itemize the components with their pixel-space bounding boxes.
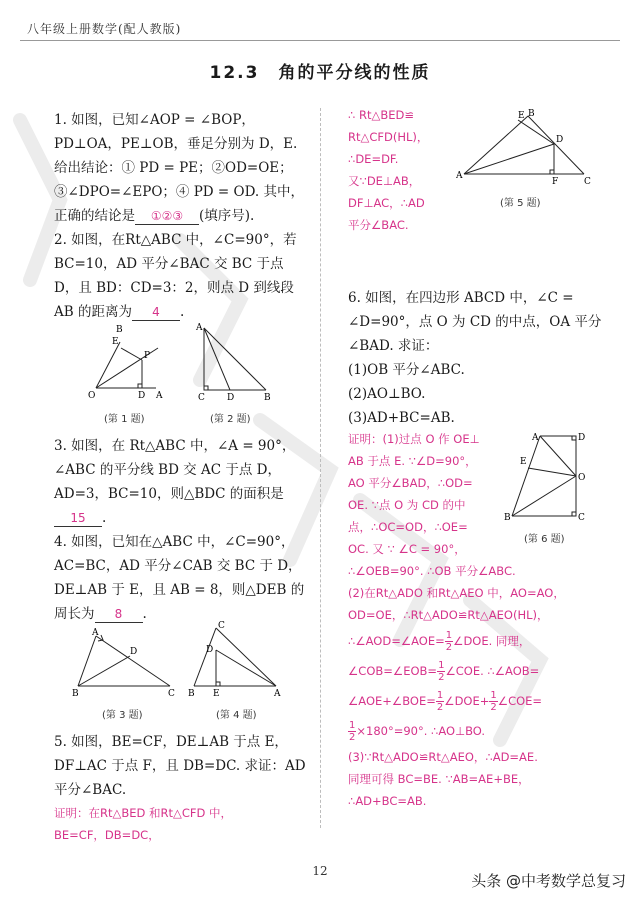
fig1-label-E: E <box>112 337 119 347</box>
fig4-label-C: C <box>218 621 225 631</box>
figure-1-caption: (第 1 题) <box>104 414 145 425</box>
source-watermark <box>471 870 626 891</box>
fig4-label-B: B <box>188 689 195 699</box>
half-fraction <box>436 690 444 713</box>
question-2-suffix: . <box>179 304 185 320</box>
figure-2 <box>194 322 274 402</box>
half-fraction <box>489 690 497 713</box>
fig3-label-C: C <box>168 689 175 699</box>
half-den: 2 <box>490 702 497 713</box>
figure-1 <box>86 320 166 400</box>
q6-proof-side-6: OC. 又 ∵ ∠C = 90°， <box>348 542 466 556</box>
fig2-label-D: D <box>227 393 235 402</box>
figure-6-caption: (第 6 题) <box>524 534 565 545</box>
question-2 <box>54 228 310 324</box>
q6-item-2: (2)AO⊥BO. <box>348 386 426 402</box>
half-fraction <box>445 630 453 653</box>
q6-proof-end-3: ∴AD+BC=AB. <box>348 794 427 808</box>
question-4-suffix: . <box>142 606 147 622</box>
left-column-bottom <box>54 730 310 846</box>
question-3-answer: 15 <box>54 510 102 527</box>
fig5-label-D: D <box>556 135 564 145</box>
q6-frac-line-3-post: ∠COE= <box>497 694 543 708</box>
q6-proof-side-2: AB 于点 E. ∵∠D=90°， <box>348 454 477 468</box>
q6-proof-side-4: OE. ∵点 O 为 CD 的中 <box>348 498 466 512</box>
half-num: 1 <box>436 690 444 701</box>
question-6: 6. 如图，在四边形 ABCD 中，∠C = ∠D=90°，点 O 为 CD 的中点，OA 平分∠BAD. 求证： <box>348 290 602 354</box>
half-den: 2 <box>438 672 445 683</box>
question-1-suffix: (填序号). <box>199 208 255 224</box>
question-4 <box>54 530 310 626</box>
fig5-label-F: F <box>552 177 559 187</box>
q6-proof-end-2: 同理可得 BC=BE. ∵AB=AE+BE， <box>348 772 530 786</box>
figure-5-caption: (第 5 题) <box>500 198 541 209</box>
half-num: 1 <box>438 660 445 671</box>
half-num: 1 <box>490 690 497 701</box>
q6-proof-full <box>348 560 610 812</box>
figure-4-caption: (第 4 题) <box>216 710 257 721</box>
fig6-label-C: C <box>578 513 585 522</box>
q6-frac-line-1 <box>348 626 610 656</box>
q6-proof-side-1: 证明：(1)过点 O 作 OE⊥ <box>348 432 480 446</box>
right-column-q6 <box>348 286 610 430</box>
q5-proof-line-2: BE=CF，DB=DC， <box>54 828 160 842</box>
question-3-suffix: . <box>102 510 107 526</box>
fig2-label-B: B <box>264 393 271 402</box>
q6-frac-line-3 <box>348 686 610 716</box>
q6-item-1: (1)OB 平分∠ABC. <box>348 362 465 378</box>
fig1-label-D: D <box>138 391 146 400</box>
figure-5 <box>456 108 592 188</box>
half-num: 1 <box>349 720 356 731</box>
fig1-label-P: P <box>144 351 151 361</box>
q6-proof-side-3: AO 平分∠BAD，∴OD= <box>348 476 473 490</box>
half-den: 2 <box>436 702 444 713</box>
figure-2-caption: (第 2 题) <box>210 414 251 425</box>
fig3-label-A: A <box>92 628 99 638</box>
source-watermark-text: 头条 @中考数学总复习 <box>471 872 626 890</box>
fig1-label-B: B <box>116 325 123 335</box>
fig1-label-O: O <box>88 391 96 400</box>
q6-proof-side-5: 点，∴OC=OD，∴OE= <box>348 520 468 534</box>
q6-frac-line-2-pre: ∠COB=∠EOB= <box>348 664 438 678</box>
fig6-label-D: D <box>578 433 586 443</box>
left-column-mid <box>54 434 310 626</box>
question-2-text: 2. 如图，在Rt△ABC 中，∠C=90°，若 BC=10，AD 平分∠BAC 交 BC 于点 D，且 BD：CD=3：2，则点 D 到线段 AB 的距离为 <box>54 232 297 320</box>
q6-frac-line-2-post: ∠COE. ∴∠AOB= <box>445 664 540 678</box>
fig6-label-B: B <box>504 513 511 522</box>
question-3-text: 3. 如图，在 Rt△ABC 中，∠A = 90°，∠ABC 的平分线 BD 交 AC 于点 D，AD=3，BC=10，则△BDC 的面积是 <box>54 438 296 502</box>
fig4-label-D: D <box>206 645 214 655</box>
fig3-label-B: B <box>72 689 79 699</box>
q6-frac-line-3-mid: ∠DOE+ <box>444 694 490 708</box>
q6-frac-line-2 <box>348 656 610 686</box>
figure-3 <box>70 628 180 700</box>
fig4-label-A: A <box>274 689 281 699</box>
q5-cont-line-4: 又∵DE⊥AB， <box>348 174 421 188</box>
question-4-text: 4. 如图，已知在△ABC 中，∠C=90°，AC=BC，AD 平分∠CAB 交 BC 于 D，DE⊥AB 于 E，且 AB = 8，则△DEB 的周长为 <box>54 534 305 622</box>
q5-cont-line-6: 平分∠BAC. <box>348 218 409 232</box>
question-1-answer: ①②③ <box>135 208 199 225</box>
fig5-label-E: E <box>518 111 525 121</box>
fig5-label-C: C <box>584 177 591 187</box>
fig5-label-B: B <box>528 109 535 119</box>
fig4-label-E: E <box>213 689 220 699</box>
fig6-label-O: O <box>578 473 586 483</box>
fig3-label-D: D <box>130 647 138 657</box>
half-num: 1 <box>445 630 453 641</box>
figure-3-caption: (第 3 题) <box>102 710 143 721</box>
q6-proof-full-1: ∴∠OEB=90°. ∴OB 平分∠ABC. <box>348 564 516 578</box>
column-divider <box>320 108 321 828</box>
question-4-answer: 8 <box>95 606 143 623</box>
figure-4 <box>186 620 286 700</box>
q6-half-line-text: ×180°=90°. ∴AO⊥BO. <box>356 724 486 738</box>
half-den: 2 <box>445 642 453 653</box>
book-header: 八年级上册数学(配人教版) <box>27 22 182 36</box>
page-number: 12 <box>312 864 328 878</box>
left-column <box>54 108 310 324</box>
q5-cont-line-3: ∴DE=DF. <box>348 152 399 166</box>
q6-proof-end-1: (3)∵Rt△ADO≌Rt△AEO，∴AD=AE. <box>348 750 538 764</box>
q5-cont-line-2: Rt△CFD(HL)， <box>348 130 429 144</box>
question-5: 5. 如图，BE=CF，DE⊥AB 于点 E，DF⊥AC 于点 F，且 DB=DC. 求证：AD 平分∠BAC. <box>54 734 306 798</box>
fig6-label-E: E <box>520 457 527 467</box>
header-divider <box>20 40 620 41</box>
q5-cont-line-5: DF⊥AC，∴AD <box>348 196 425 210</box>
q6-frac-line-1-pre: ∴∠AOD=∠AOE= <box>348 634 445 648</box>
q6-proof-full-2: (2)在Rt△ADO 和Rt△AEO 中，AO=AO， <box>348 586 565 600</box>
q6-proof-side <box>348 428 508 560</box>
q6-proof-full-3: OD=OE，∴Rt△ADO≌Rt△AEO(HL)， <box>348 608 549 622</box>
q6-item-3: (3)AD+BC=AB. <box>348 410 455 426</box>
fig6-label-A: A <box>532 433 539 443</box>
fig2-label-A: A <box>196 323 203 333</box>
q6-half-line <box>348 716 610 746</box>
q6-frac-line-3-pre: ∠AOE+∠BOE= <box>348 694 436 708</box>
question-1-text: 1. 如图，已知∠AOP = ∠BOP，PD⊥OA，PE⊥OB，垂足分别为 D，E. 给出结论：① PD = PE；②OD=OE；③∠DPO=∠EPO；④ PD = OD. 其中，正确的结论是 <box>54 112 305 224</box>
half-den: 2 <box>349 732 356 743</box>
q5-cont-line-1: ∴ Rt△BED≌ <box>348 108 414 122</box>
question-3 <box>54 434 310 530</box>
question-1 <box>54 108 310 228</box>
fig2-label-C: C <box>198 393 205 402</box>
q5-proof-line-1: 证明：在Rt△BED 和Rt△CFD 中， <box>54 806 233 820</box>
figure-6 <box>504 430 588 522</box>
section-title: 12.3 角的平分线的性质 <box>209 63 431 83</box>
fig5-label-A: A <box>456 171 463 181</box>
fig1-label-A: A <box>156 391 163 400</box>
q6-frac-line-1-post: ∠DOE. 同理， <box>453 634 531 648</box>
question-2-answer: 4 <box>132 304 180 321</box>
